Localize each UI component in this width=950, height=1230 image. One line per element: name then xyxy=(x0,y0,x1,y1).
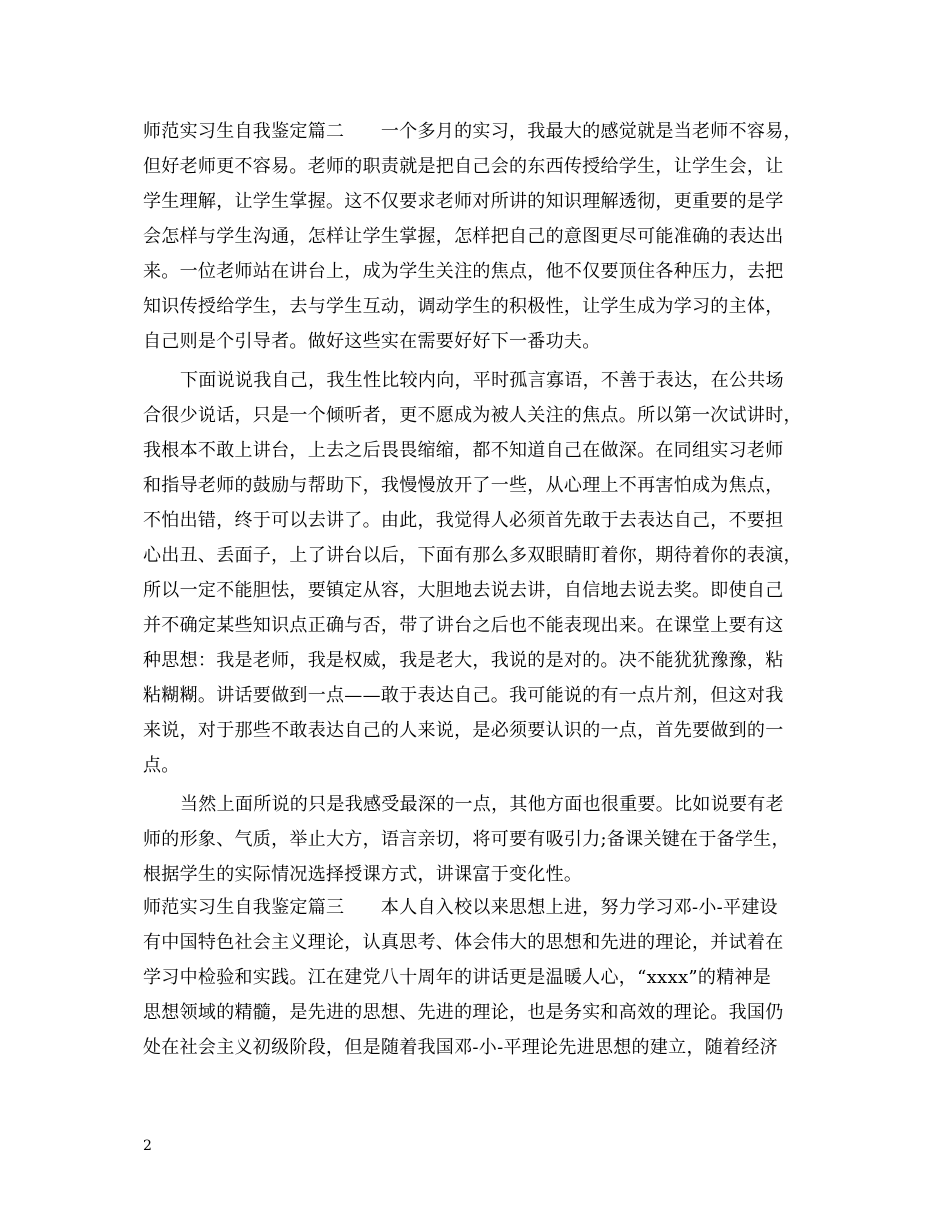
text-line: 自己则是个引导者。做好这些实在需要好好下一番功夫。 xyxy=(143,331,601,352)
text-line: 师的形象、气质，举止大方，语言亲切，将可要有吸引力;备课关键在于备学生， xyxy=(143,829,790,850)
text-line: 来。一位老师站在讲台上，成为学生关注的焦点，他不仅要顶住各种压力，去把 xyxy=(143,261,784,282)
text-line: 并不确定某些知识点正确与否，带了讲台之后也不能表现出来。在课堂上要有这 xyxy=(143,615,784,636)
text-line: 学习中检验和实践。江在建党八十周年的讲话更是温暖人心，“xxxx”的精神是 xyxy=(143,967,772,988)
text-line: 粘糊糊。讲话要做到一点——敢于表达自己。我可能说的有一点片剂，但这对我 xyxy=(143,685,784,706)
text-line: 和指导老师的鼓励与帮助下，我慢慢放开了一些，从心理上不再害怕成为焦点， xyxy=(143,475,784,496)
page-number: 2 xyxy=(143,1138,152,1154)
text-line: 但好老师更不容易。老师的职责就是把自己会的东西传授给学生，让学生会，让 xyxy=(143,156,784,177)
text-line: 下面说说我自己，我生性比较内向，平时孤言寡语，不善于表达，在公共场 xyxy=(180,370,784,391)
text-line: 种思想：我是老师，我是权威，我是老大，我说的是对的。决不能犹犹豫豫，粘 xyxy=(143,650,784,671)
text-line: 有中国特色社会主义理论，认真思考、体会伟大的思想和先进的理论，并试着在 xyxy=(143,932,784,953)
text-line: 合很少说话，只是一个倾听者，更不愿成为被人关注的焦点。所以第一次试讲时， xyxy=(143,405,802,426)
text-line: 所以一定不能胆怯，要镇定从容，大胆地去说去讲，自信地去说去奖。即使自己 xyxy=(143,580,784,601)
text-line: 知识传授给学生，去与学生互动，调动学生的积极性，让学生成为学习的主体， xyxy=(143,296,784,317)
text-line: 师范实习生自我鉴定篇三 本人自入校以来思想上进，努力学习邓-小-平建设 xyxy=(143,897,778,918)
text-line: 会怎样与学生沟通，怎样让学生掌握，怎样把自己的意图更尽可能准确的表达出 xyxy=(143,226,784,247)
text-line: 点。 xyxy=(143,755,180,776)
text-line: 思想领域的精髓，是先进的思想、先进的理论，也是务实和高效的理论。我国仍 xyxy=(143,1002,784,1023)
text-line: 师范实习生自我鉴定篇二 一个多月的实习，我最大的感觉就是当老师不容易， xyxy=(143,121,802,142)
text-line: 学生理解，让学生掌握。这不仅要求老师对所讲的知识理解透彻，更重要的是学 xyxy=(143,191,784,212)
text-line: 当然上面所说的只是我感受最深的一点，其他方面也很重要。比如说要有老 xyxy=(180,794,784,815)
text-line: 来说，对于那些不敢表达自己的人来说，是必须要认识的一点，首先要做到的一 xyxy=(143,720,784,741)
text-line: 我根本不敢上讲台，上去之后畏畏缩缩，都不知道自己在做深。在同组实习老师 xyxy=(143,440,784,461)
text-line: 心出丑、丢面子，上了讲台以后，下面有那么多双眼睛盯着你，期待着你的表演， xyxy=(143,545,802,566)
text-line: 处在社会主义初级阶段，但是随着我国邓-小-平理论先进思想的建立，随着经济 xyxy=(143,1037,778,1058)
text-line: 不怕出错，终于可以去讲了。由此，我觉得人必须首先敢于去表达自己，不要担 xyxy=(143,510,784,531)
text-line: 根据学生的实际情况选择授课方式，讲课富于变化性。 xyxy=(143,864,583,885)
